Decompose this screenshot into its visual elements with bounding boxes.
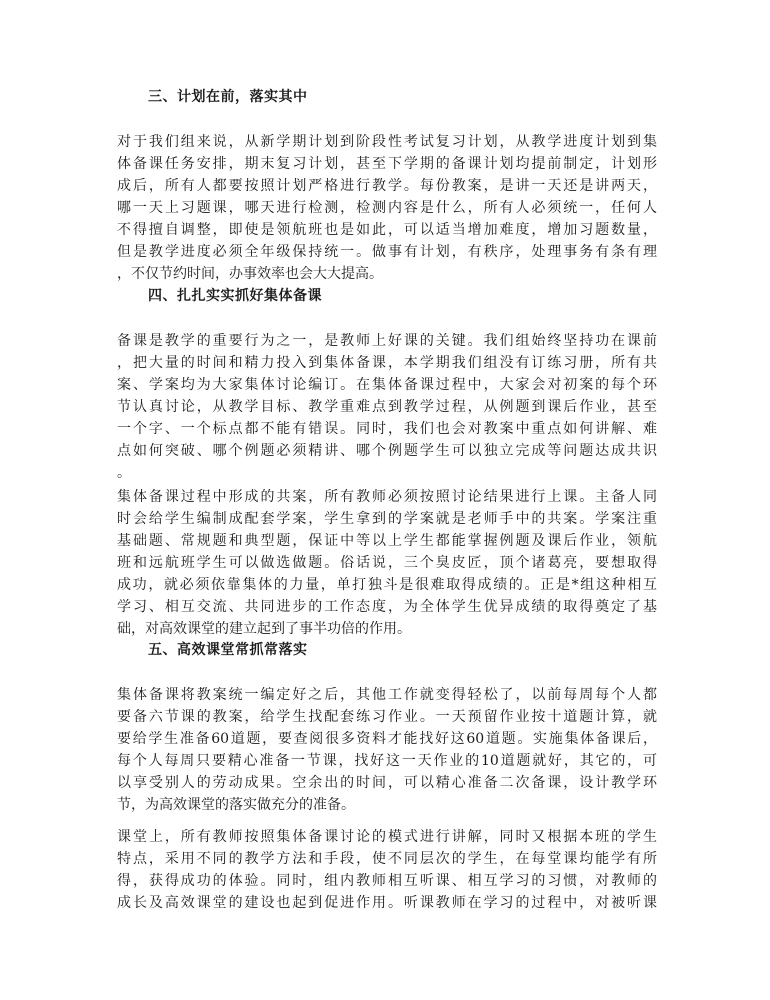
text-line: 但是教学进度必须全年级保持统一。做事有计划，有秩序，处理事务有条有理 — [117, 244, 657, 260]
text-line: 要备六节课的教案，给学生找配套练习作业。一天预留作业按十道题计算，就 — [117, 709, 657, 725]
text-line: 成后，所有人都要按照计划严格进行教学。每份教案，是讲一天还是讲两天， — [117, 178, 657, 194]
text-line: 础，对高效课堂的建立起到了事半功倍的作用。 — [117, 621, 411, 637]
section-heading-efficient-class: 五、高效课堂常抓常落实 — [148, 642, 308, 658]
text-line: 学习、相互交流、共同进步的工作态度，为全体学生优异成绩的取得奠定了基 — [117, 599, 657, 615]
text-line: 备课是教学的重要行为之一，是教师上好课的关键。我们组始终坚持功在课前 — [117, 333, 657, 349]
text-line: 班和远航班学生可以做选做题。俗话说，三个臭皮匠，顶个诸葛亮，要想取得 — [117, 555, 657, 571]
text-line: ，把大量的时间和精力投入到集体备课，本学期我们组没有订练习册，所有共 — [117, 355, 657, 371]
text-line: 以享受别人的劳动成果。空余出的时间，可以精心准备二次备课，设计教学环 — [117, 775, 657, 791]
text-line: 成功，就必须依靠集体的力量，单打独斗是很难取得成绩的。正是*组这种相互 — [117, 577, 657, 593]
paragraph-shared-plan — [117, 486, 657, 640]
text-line: 每个人每周只要精心准备一节课，找好这一天作业的10道题就好，其它的，可 — [117, 753, 657, 769]
paragraph-lesson-plans — [117, 684, 657, 816]
text-line: 一个字、一个标点都不能有错误。同时，我们也会对教案中重点如何讲解、难 — [117, 421, 657, 437]
text-line: 点如何突破、哪个例题必须精讲、哪个例题学生可以独立完成等问题达成共识 — [117, 443, 657, 459]
text-line: 得，获得成功的体验。同时，组内教师相互听课、相互学习的习惯，对教师的 — [117, 873, 657, 889]
text-line: 节认真讨论，从教学目标、教学重难点到教学过程，从例题到课后作业，甚至 — [117, 399, 657, 415]
text-line: 案、学案均为大家集体讨论编订。在集体备课过程中，大家会对初案的每个环 — [117, 377, 657, 393]
text-line: 集体备课过程中形成的共案，所有教师必须按照讨论结果进行上课。主备人同 — [117, 489, 657, 505]
text-line: 哪一天上习题课，哪天进行检测，检测内容是什么，所有人必须统一，任何人 — [117, 200, 657, 216]
text-line: 体备课任务安排，期末复习计划，甚至下学期的备课计划均提前制定，计划形 — [117, 156, 657, 172]
text-line: 集体备课将教案统一编定好之后，其他工作就变得轻松了，以前每周每个人都 — [117, 687, 657, 703]
text-line: 成长及高效课堂的建设也起到促进作用。听课教师在学习的过程中，对被听课 — [117, 895, 657, 911]
text-line: 节，为高效课堂的落实做充分的准备。 — [117, 797, 355, 813]
text-line: 课堂上，所有教师按照集体备课讨论的模式进行讲解，同时又根据本班的学生 — [117, 829, 657, 845]
text-line: 不得擅自调整，即使是领航班也是如此，可以适当增加难度，增加习题数量， — [117, 222, 657, 238]
paragraph-classroom — [117, 826, 657, 914]
text-line: 对于我们组来说，从新学期计划到阶段性考试复习计划，从教学进度计划到集 — [117, 134, 657, 150]
text-line: 要给学生准备60道题，要查阅很多资料才能找好这60道题。实施集体备课后， — [117, 731, 657, 747]
text-line: 基础题、常规题和典型题，保证中等以上学生都能掌握例题及课后作业，领航 — [117, 533, 657, 549]
section-heading-collective-prep: 四、扎扎实实抓好集体备课 — [148, 288, 322, 304]
section-heading-plan: 三、计划在前，落实其中 — [148, 89, 308, 105]
paragraph-prep-importance — [117, 330, 657, 484]
text-line: 时会给学生编制成配套学案，学生拿到的学案就是老师手中的共案。学案注重 — [117, 511, 657, 527]
text-line: 。 — [117, 465, 131, 481]
text-line: ，不仅节约时间，办事效率也会大大提高。 — [117, 266, 383, 282]
text-line: 特点，采用不同的教学方法和手段，使不同层次的学生，在每堂课均能学有所 — [117, 851, 657, 867]
paragraph-plan — [117, 131, 657, 285]
